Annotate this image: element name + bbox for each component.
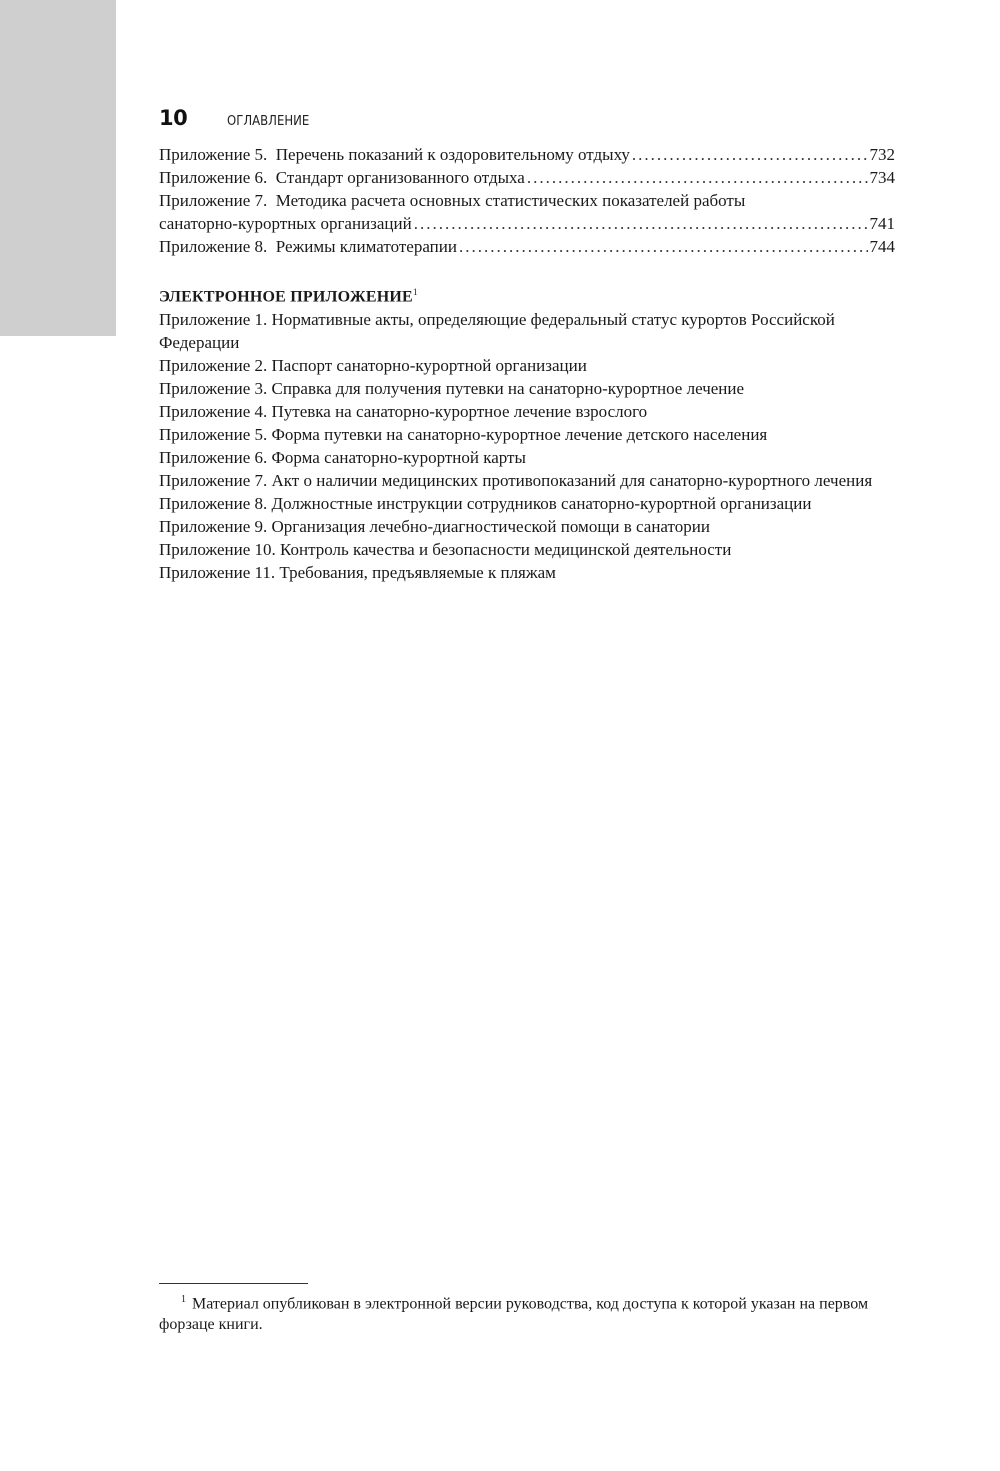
toc-entry-title: Приложение 8. Режимы климатотерапии: [159, 237, 457, 256]
footnote-divider: [159, 1283, 308, 1284]
toc-entry-page: 744: [869, 237, 895, 256]
toc-entry[interactable]: [159, 166, 895, 189]
appendix-item[interactable]: Приложение 7. Акт о наличии медицинских противопоказаний для санаторно-курортного лечения: [159, 471, 873, 491]
footnote-text: Материал опубликован в электронной версии руководства, код доступа к которой указан на первом форзаце книги.: [159, 1295, 869, 1334]
toc-content: [159, 143, 895, 584]
dot-leader: [414, 212, 868, 235]
dot-leader: [632, 143, 868, 166]
footnote-marker[interactable]: 1: [412, 287, 418, 297]
toc-entry-page: 732: [869, 145, 895, 164]
footnote: [159, 1289, 895, 1335]
toc-entry-title: Приложение 6. Стандарт организованного отдыха: [159, 168, 525, 187]
appendix-item[interactable]: Приложение 8. Должностные инструкции сотрудников санаторно-курортной организации: [159, 494, 812, 514]
appendix-item[interactable]: Приложение 1. Нормативные акты, определяющие федеральный статус курортов Российской Федерации: [159, 310, 835, 353]
toc-entry-multiline[interactable]: [159, 189, 895, 235]
toc-entry-title: Приложение 5. Перечень показаний к оздоровительному отдыху: [159, 145, 630, 164]
page-header: [159, 106, 319, 130]
appendix-item[interactable]: Приложение 9. Организация лечебно-диагностической помощи в санатории: [159, 517, 710, 537]
appendix-item[interactable]: Приложение 11. Требования, предъявляемые к пляжам: [159, 563, 556, 583]
section-heading-text: ЭЛЕКТРОННОЕ ПРИЛОЖЕНИЕ: [159, 288, 413, 306]
toc-entry-page: 734: [869, 168, 895, 187]
dot-leader: [527, 166, 868, 189]
toc-entry[interactable]: [159, 143, 895, 166]
appendix-item[interactable]: Приложение 5. Форма путевки на санаторно-курортное лечение детского населения: [159, 425, 768, 445]
footnote-number: 1: [181, 1294, 186, 1305]
toc-entry-page: 741: [869, 214, 895, 233]
toc-entry-title-line1: Приложение 7. Методика расчета основных статистических показателей работы: [159, 191, 746, 210]
section-heading: [159, 281, 895, 308]
appendix-item[interactable]: Приложение 6. Форма санаторно-курортной карты: [159, 448, 526, 468]
appendix-item[interactable]: Приложение 10. Контроль качества и безопасности медицинской деятельности: [159, 540, 732, 560]
appendix-item[interactable]: Приложение 2. Паспорт санаторно-курортной организации: [159, 356, 587, 376]
page-edge-tab: [0, 0, 116, 336]
running-title: ОГЛАВЛЕНИЕ: [227, 114, 310, 129]
appendix-item[interactable]: Приложение 3. Справка для получения путевки на санаторно-курортное лечение: [159, 379, 745, 399]
toc-entry[interactable]: [159, 235, 895, 258]
toc-entry-title-line2: санаторно-курортных организаций: [159, 214, 412, 233]
page-number: 10: [159, 106, 188, 130]
appendix-item[interactable]: Приложение 4. Путевка на санаторно-курортное лечение взрослого: [159, 402, 648, 422]
dot-leader: [459, 235, 868, 258]
